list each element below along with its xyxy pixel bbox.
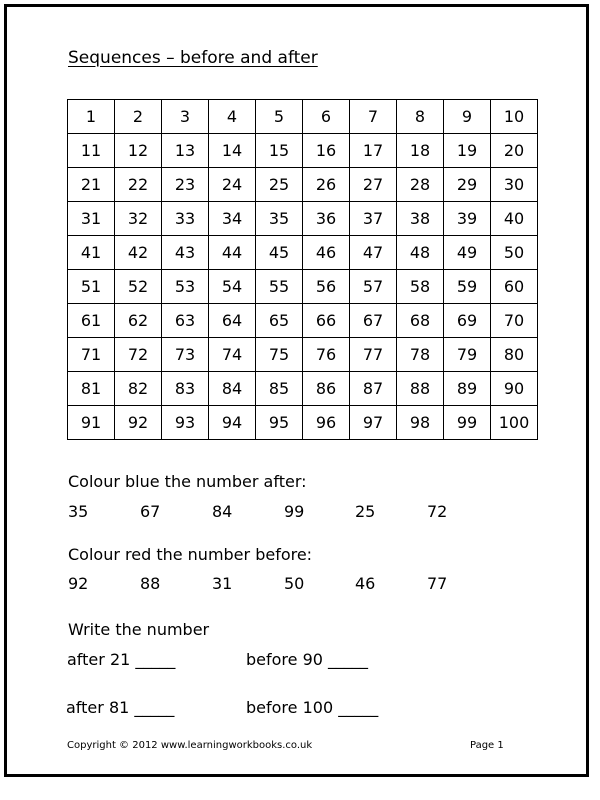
grid-cell: 26 xyxy=(303,168,350,202)
grid-cell: 86 xyxy=(303,372,350,406)
grid-cell: 27 xyxy=(350,168,397,202)
grid-cell: 77 xyxy=(350,338,397,372)
grid-cell: 5 xyxy=(256,100,303,134)
grid-cell: 87 xyxy=(350,372,397,406)
grid-cell: 39 xyxy=(444,202,491,236)
grid-cell: 98 xyxy=(397,406,444,440)
grid-cell: 10 xyxy=(491,100,538,134)
grid-row xyxy=(68,134,538,168)
grid-cell: 36 xyxy=(303,202,350,236)
grid-cell: 89 xyxy=(444,372,491,406)
red-instruction: Colour red the number before: xyxy=(68,545,313,564)
grid-cell: 23 xyxy=(162,168,209,202)
grid-cell: 53 xyxy=(162,270,209,304)
grid-row xyxy=(68,304,538,338)
grid-cell: 69 xyxy=(444,304,491,338)
red-number: 77 xyxy=(427,574,448,593)
grid-cell: 41 xyxy=(68,236,115,270)
grid-cell: 65 xyxy=(256,304,303,338)
grid-cell: 58 xyxy=(397,270,444,304)
grid-cell: 93 xyxy=(162,406,209,440)
grid-cell: 57 xyxy=(350,270,397,304)
grid-cell: 81 xyxy=(68,372,115,406)
grid-row xyxy=(68,100,538,134)
grid-cell: 11 xyxy=(68,134,115,168)
grid-cell: 91 xyxy=(68,406,115,440)
grid-cell: 6 xyxy=(303,100,350,134)
write-item-after-81: after 81 _____ xyxy=(66,698,175,717)
grid-cell: 38 xyxy=(397,202,444,236)
grid-cell: 7 xyxy=(350,100,397,134)
grid-cell: 24 xyxy=(209,168,256,202)
blue-number: 35 xyxy=(68,502,89,521)
grid-cell: 84 xyxy=(209,372,256,406)
grid-cell: 49 xyxy=(444,236,491,270)
blue-instruction: Colour blue the number after: xyxy=(68,472,307,491)
grid-cell: 46 xyxy=(303,236,350,270)
grid-cell: 47 xyxy=(350,236,397,270)
grid-cell: 4 xyxy=(209,100,256,134)
worksheet-title: Sequences – before and after xyxy=(68,48,318,68)
grid-cell: 31 xyxy=(68,202,115,236)
grid-cell: 70 xyxy=(491,304,538,338)
blue-number: 84 xyxy=(212,502,233,521)
blue-number: 99 xyxy=(284,502,305,521)
blue-number: 25 xyxy=(355,502,376,521)
grid-cell: 42 xyxy=(115,236,162,270)
grid-cell: 78 xyxy=(397,338,444,372)
grid-cell: 14 xyxy=(209,134,256,168)
grid-cell: 100 xyxy=(491,406,538,440)
red-number: 92 xyxy=(68,574,89,593)
grid-cell: 50 xyxy=(491,236,538,270)
red-number: 50 xyxy=(284,574,305,593)
grid-cell: 61 xyxy=(68,304,115,338)
grid-cell: 88 xyxy=(397,372,444,406)
write-item-before-100: before 100 _____ xyxy=(246,698,379,717)
grid-cell: 95 xyxy=(256,406,303,440)
grid-cell: 2 xyxy=(115,100,162,134)
red-number: 46 xyxy=(355,574,376,593)
grid-cell: 97 xyxy=(350,406,397,440)
grid-cell: 22 xyxy=(115,168,162,202)
grid-cell: 60 xyxy=(491,270,538,304)
grid-cell: 73 xyxy=(162,338,209,372)
grid-cell: 54 xyxy=(209,270,256,304)
grid-cell: 12 xyxy=(115,134,162,168)
red-number: 88 xyxy=(140,574,161,593)
grid-cell: 1 xyxy=(68,100,115,134)
grid-row xyxy=(68,236,538,270)
grid-row xyxy=(68,168,538,202)
grid-cell: 62 xyxy=(115,304,162,338)
grid-row xyxy=(68,338,538,372)
grid-cell: 9 xyxy=(444,100,491,134)
grid-cell: 37 xyxy=(350,202,397,236)
copyright-notice: Copyright © 2012 www.learningworkbooks.co.uk xyxy=(67,740,313,751)
grid-cell: 85 xyxy=(256,372,303,406)
grid-cell: 99 xyxy=(444,406,491,440)
grid-cell: 21 xyxy=(68,168,115,202)
grid-cell: 68 xyxy=(397,304,444,338)
grid-cell: 75 xyxy=(256,338,303,372)
grid-cell: 59 xyxy=(444,270,491,304)
grid-cell: 56 xyxy=(303,270,350,304)
grid-cell: 64 xyxy=(209,304,256,338)
grid-cell: 19 xyxy=(444,134,491,168)
grid-cell: 63 xyxy=(162,304,209,338)
grid-cell: 90 xyxy=(491,372,538,406)
grid-cell: 83 xyxy=(162,372,209,406)
grid-row xyxy=(68,406,538,440)
grid-cell: 29 xyxy=(444,168,491,202)
grid-cell: 25 xyxy=(256,168,303,202)
hundred-square xyxy=(67,99,538,440)
page-number: Page 1 xyxy=(470,740,504,751)
grid-cell: 76 xyxy=(303,338,350,372)
write-item-before-90: before 90 _____ xyxy=(246,650,369,669)
grid-cell: 8 xyxy=(397,100,444,134)
red-number: 31 xyxy=(212,574,233,593)
grid-row xyxy=(68,202,538,236)
grid-cell: 15 xyxy=(256,134,303,168)
grid-cell: 79 xyxy=(444,338,491,372)
grid-row xyxy=(68,372,538,406)
grid-cell: 96 xyxy=(303,406,350,440)
grid-cell: 28 xyxy=(397,168,444,202)
grid-cell: 17 xyxy=(350,134,397,168)
grid-cell: 80 xyxy=(491,338,538,372)
grid-cell: 35 xyxy=(256,202,303,236)
grid-cell: 74 xyxy=(209,338,256,372)
grid-cell: 45 xyxy=(256,236,303,270)
grid-row xyxy=(68,270,538,304)
grid-cell: 3 xyxy=(162,100,209,134)
grid-cell: 33 xyxy=(162,202,209,236)
grid-cell: 30 xyxy=(491,168,538,202)
grid-cell: 44 xyxy=(209,236,256,270)
write-instruction: Write the number xyxy=(68,620,210,639)
grid-cell: 92 xyxy=(115,406,162,440)
grid-cell: 34 xyxy=(209,202,256,236)
grid-cell: 94 xyxy=(209,406,256,440)
grid-cell: 55 xyxy=(256,270,303,304)
grid-cell: 48 xyxy=(397,236,444,270)
blue-number: 72 xyxy=(427,502,448,521)
grid-cell: 20 xyxy=(491,134,538,168)
grid-cell: 52 xyxy=(115,270,162,304)
grid-cell: 43 xyxy=(162,236,209,270)
grid-cell: 82 xyxy=(115,372,162,406)
grid-cell: 51 xyxy=(68,270,115,304)
write-item-after-21: after 21 _____ xyxy=(67,650,176,669)
grid-cell: 72 xyxy=(115,338,162,372)
grid-cell: 16 xyxy=(303,134,350,168)
grid-cell: 40 xyxy=(491,202,538,236)
grid-cell: 13 xyxy=(162,134,209,168)
grid-cell: 66 xyxy=(303,304,350,338)
blue-number: 67 xyxy=(140,502,161,521)
grid-cell: 71 xyxy=(68,338,115,372)
grid-cell: 18 xyxy=(397,134,444,168)
grid-cell: 67 xyxy=(350,304,397,338)
grid-cell: 32 xyxy=(115,202,162,236)
